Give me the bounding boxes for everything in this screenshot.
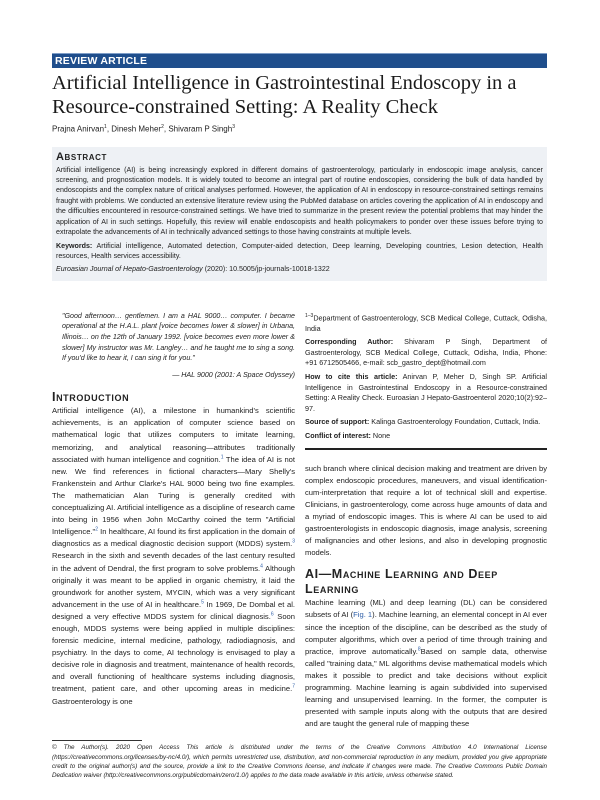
- author-sup: 3: [232, 124, 235, 130]
- ml-text-part: Based on sample data, otherwise called "training data," ML algorithms devise mathematical models which makes it possible to predict and take decisions without explicit programming. Machine learning is again subdivided into supervised learning and unsupervised learning. In the former, the computer is presented with sample inputs along with the outputs that are desired and are taught the general rule of mapping these: [305, 646, 547, 729]
- introduction-text: [52, 405, 295, 707]
- doi[interactable]: (2020): 10.5005/jp-journals-10018-1322: [204, 265, 330, 274]
- author-list: Prajna Anirvan$^1$, Dinesh Meher$^2$, Shivaram P Singh$^3$: [52, 124, 235, 134]
- value: Anirvan P, Meher D, Singh SP. Artificial Intelligence in Gastrointestinal Endoscopy in a Resource-constrained Setting: A Reality Check. Euroasian J Hepato-Gastroenterol 2020;10(2):92–97.: [305, 372, 547, 413]
- intro-text-part: Gastroenterology is one: [52, 696, 133, 706]
- author-sup: 2: [161, 124, 164, 130]
- intro-text-part: Soon enough, MDDS systems were being applied in multiple disciplines: forensic medicine, internal medicine, pathology, radiodiagnosis, and psychiatry. In the days to come, AI technology is envisaged to play a decisive role in diagnosis and treatment, maintenance of health records, and overall functioning of healthcare systems including diagnosis, treatment, patient care, and other upcoming areas in medicine.: [52, 611, 295, 694]
- reference-link[interactable]: 6: [270, 611, 274, 618]
- footer-divider: [52, 740, 142, 741]
- right-column: [305, 311, 547, 731]
- reference-link[interactable]: 3: [292, 538, 295, 545]
- how-to-cite: [305, 372, 547, 414]
- author-name: Dinesh Meher: [111, 124, 162, 134]
- value: Shivaram P Singh, Department of Gastroenterology, SCB Medical College, Cuttack, Odisha, India, Phone: +91 6712505466, e-mail: scb_gastro_dept@hotmail.com: [305, 337, 547, 368]
- intro-text-part: The idea of AI is not new. We find references in fictional characters—Mary Shelly's Frankenstein and Arthur Clarke's HAL 9000 being two fine examples. The mathematician Alan Turing is generally credited with conceptualizing AI. Artificial intelligence as a discipline of research came into being in 1956 when John McCarthy coined the term "Artificial Intelligence.": [52, 454, 296, 537]
- article-title: Artificial Intelligence in Gastrointestinal Endoscopy in a Resource-constrained Setting: A Reality Check: [52, 72, 517, 118]
- ml-text-part: ). Machine learning, an elemental concept in AI ever since the inception of the discipline, can be described as the study of computer algorithms, which over a period of time through training and practice, improve automatically.: [305, 610, 548, 656]
- introduction-heading: Introduction: [52, 390, 130, 405]
- divider: [305, 448, 547, 450]
- figure-link[interactable]: Fig. 1: [353, 610, 373, 620]
- reference-link[interactable]: 1: [220, 454, 224, 461]
- abstract-heading: Abstract: [56, 150, 107, 163]
- intro-text-part: In 1969, De Dombal et al. designed a very effective MDDS system for clinical diagnosis.: [52, 599, 295, 621]
- keywords-text: Artificial intelligence, Automated detection, Computer-aided detection, Deep learning, Developing countries, Lesion detection, Health resources, Health services accessibility.: [56, 241, 543, 260]
- ml-dl-heading: AI—Machine Learning and Deep Learning: [305, 567, 498, 597]
- label: Corresponding Author:: [305, 337, 394, 347]
- intro-text-part: Although originally it was meant to be applied in organic chemistry, it laid the groundwork for another system, MYCIN, which was a very significant advancement in the use of AI in healthcare.: [52, 563, 295, 609]
- article-type-banner: REVIEW ARTICLE: [52, 53, 547, 68]
- label: Conflict of interest:: [305, 431, 371, 441]
- source-of-support: [305, 417, 547, 428]
- label: How to cite this article:: [305, 372, 398, 382]
- affiliation: [305, 311, 547, 335]
- keywords: [56, 241, 543, 262]
- left-column: [52, 311, 295, 731]
- reference-link[interactable]: 7: [292, 683, 295, 690]
- value: None: [370, 431, 391, 441]
- reference-link[interactable]: 8: [417, 646, 421, 653]
- intro-text-part: In healthcare, AI found its first application in the domain of diagnostics as a medical diagnostic decision support (MDDS) system.: [52, 527, 295, 549]
- author-sup: 1: [104, 124, 107, 130]
- keywords-label: Keywords:: [56, 241, 93, 250]
- quote-source: — HAL 9000 (2001: A Space Odyssey): [172, 370, 295, 379]
- ml-dl-text: [305, 597, 547, 730]
- conflict-of-interest: [305, 431, 547, 442]
- introduction-continued: such branch where clinical decision making and treatment are driven by complex endoscopic procedures, maneuvers, and visual identification-cum-interpretation that require a lot of technical skill and expertise. Clinicians, in gastroenterology, come across huge amounts of data and a myriad of endoscopic images. This is where AI can be used to aid gastroenterologists in endoscopic diagnosis, image analysis, screening of malignancies and other lesions, and also in developing prognostic models.: [305, 463, 547, 558]
- intro-text-part: Research in the sixth and seventh decades of the last century resulted in the advent of Dendral, the first program to solve problems.: [52, 551, 295, 573]
- author-name: Shivaram P Singh: [168, 124, 233, 134]
- author-name: Prajna Anirvan: [52, 124, 105, 134]
- intro-text-part: Artificial intelligence (AI), a milestone in humankind's scientific achievements, is an application of computer science based on mathematical logic that utilizes computers to imitate learning, memorizing, and analytical reasoning—attributes traditionally associated with human intelligence and cognition.: [52, 406, 295, 464]
- value: Kalinga Gastroenterology Foundation, Cuttack, India.: [369, 417, 541, 427]
- reference-link[interactable]: 2: [95, 526, 99, 533]
- affiliation-text: Department of Gastroenterology, SCB Medical College, Cuttack, Odisha, India: [305, 313, 547, 333]
- journal-name: Euroasian Journal of Hepato-Gastroenterology: [56, 265, 203, 274]
- affiliation-sup: 1–3: [305, 312, 314, 319]
- quote-text: "Good afternoon… gentlemen. I am a HAL 9000… computer. I became operational at the H.A.L. plant [voice becomes lower & slower] in Urbana, Illinois… on the 12th of January 1992. [voice becomes even more lower & slower] My instructor was Mr. Langley… and he taught me to sing a song. If you'd like to hear it, I can sing it for you.": [62, 311, 295, 363]
- reference-link[interactable]: 5: [201, 599, 204, 606]
- label: Source of support:: [305, 417, 370, 427]
- epigraph-quote: [62, 311, 295, 381]
- abstract-box: [52, 147, 547, 281]
- ml-text-part: Machine learning (ML) and deep learning (DL) can be considered subsets of AI (: [305, 598, 547, 620]
- article-info: [305, 311, 547, 442]
- two-column-body: [52, 311, 547, 731]
- journal-citation: [56, 264, 543, 274]
- reference-link[interactable]: 4: [260, 562, 263, 569]
- corresponding-author: [305, 337, 547, 369]
- abstract-text: Artificial intelligence (AI) is being increasingly explored in different domains of gastroenterology, particularly in endoscopic image analysis, cancer screening, and prognostication models. It is widely touted to become an integral part of routine endoscopies, considering the bulk of data handled by endoscopists and the complex nature of critical analyses performed. However, the application of AI in endoscopy in resource-constrained settings remains fraught with problems. We conducted an extensive literature review using the PubMed database on articles covering the application of AI in endoscopy and the difficulties encountered in resource-constrained settings. We have tried to summarize in the present review the potential problems that may hinder the application of AI in such settings. Hopefully, this review will enable endoscopists and health policymakers to ponder over these issues before trying to extrapolate the advancements of AI in technically advanced settings to those having constraints at multiple levels.: [56, 165, 543, 237]
- license-footer: © The Author(s). 2020 Open Access This article is distributed under the terms of the Creative Commons Attribution 4.0 International License (https://creativecommons.org/licenses/by-nc/4.0/), which permits unrestricted use, distribution, and non-commercial reproduction in any medium, provided you give appropriate credit to the original author(s) and the source, provide a link to the Creative Commons license, and indicate if changes were made. The Creative Commons Public Domain Dedication waiver (http://creativecommons.org/publicdomain/zero/1.0/) applies to the data made available in this article, unless otherwise stated.: [52, 744, 547, 780]
